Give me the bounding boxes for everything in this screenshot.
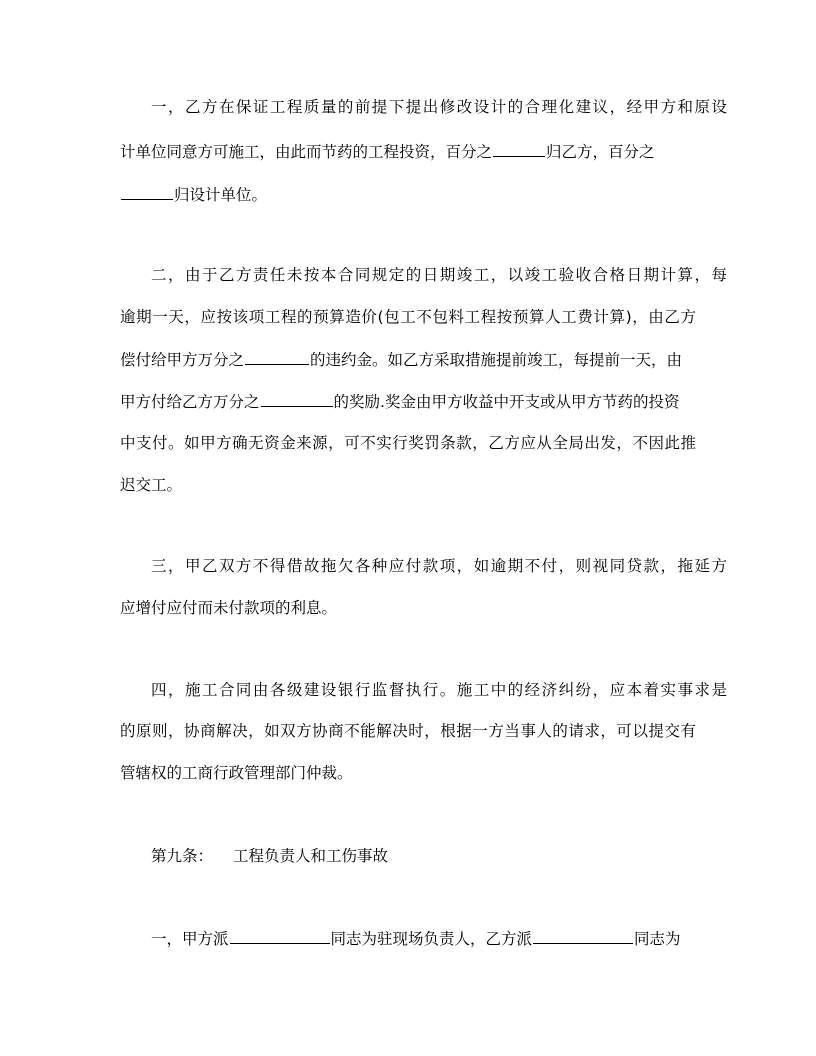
article-9-title: 工程负责人和工伤事故 (233, 847, 389, 865)
article-9-label: 第九条： (151, 847, 214, 865)
p5-line-1-text-a: 一，甲方派 (151, 930, 229, 948)
blank-field[interactable] (230, 928, 330, 944)
p5-line-1-text-c: 同志为 (634, 930, 681, 948)
p4-line-3 (120, 763, 696, 783)
p1-line-2-text-b: 归乙方，百分之 (546, 143, 655, 161)
blank-field[interactable] (261, 391, 333, 407)
p3-line-1 (120, 556, 727, 576)
p1-line-3-text: 归设计单位。 (174, 186, 268, 204)
p1-line-2 (120, 141, 696, 162)
p1-line-1 (120, 97, 727, 117)
p2-line-4-text-b: 的奖励.奖金由甲方收益中开支或从甲方节药的投资 (333, 393, 680, 411)
p2-line-5-text: 中支付。如甲方确无资金来源，可不实行奖罚条款，乙方应从全局出发，不因此推 (120, 434, 696, 452)
p2-line-6-text: 迟交工。 (120, 476, 183, 494)
p4-line-2 (120, 721, 696, 741)
p4-line-1 (120, 680, 727, 700)
blank-field[interactable] (121, 184, 173, 200)
p5-line-1-text-b: 同志为驻现场负责人，乙方派 (330, 930, 533, 948)
blank-field[interactable] (533, 928, 633, 944)
p3-line-2-text: 应增付应付而未付款项的利息。 (120, 599, 338, 617)
p2-line-2 (120, 307, 696, 327)
p2-line-5 (120, 433, 696, 453)
article-9-heading (120, 846, 727, 866)
p2-line-2-text: 逾期一天，应按该项工程的预算造价(包工不包料工程按预算人工费计算)，由乙方 (120, 308, 696, 326)
p2-line-3 (120, 349, 696, 370)
p2-line-6 (120, 475, 696, 495)
p2-line-1 (120, 265, 727, 285)
p1-line-3 (120, 184, 696, 205)
p3-line-2 (120, 598, 696, 618)
p1-line-1-text: 一，乙方在保证工程质量的前提下提出修改设计的合理化建议，经甲方和原设 (151, 98, 727, 116)
p4-line-3-text: 管辖权的工商行政管理部门仲裁。 (120, 764, 353, 782)
p2-line-3-text-a: 偿付给甲方万分之 (120, 351, 245, 369)
p2-line-3-text-b: 的违约金。如乙方采取措施提前竣工，每提前一天，由 (310, 351, 683, 369)
p3-line-1-text: 三，甲乙双方不得借故拖欠各种应付款项，如逾期不付，则视同贷款，拖延方 (151, 557, 727, 575)
p1-line-2-text-a: 计单位同意方可施工，由此而节药的工程投资，百分之 (120, 143, 493, 161)
blank-field[interactable] (493, 141, 545, 157)
p4-line-1-text: 四，施工合同由各级建设银行监督执行。施工中的经济纠纷，应本着实事求是 (151, 681, 727, 699)
p5-line-1 (120, 928, 727, 949)
p2-line-4-text-a: 甲方付给乙方万分之 (120, 393, 260, 411)
p2-line-4 (120, 391, 696, 412)
p2-line-1-text: 二，由于乙方责任未按本合同规定的日期竣工，以竣工验收合格日期计算，每 (151, 266, 727, 284)
blank-field[interactable] (245, 349, 309, 365)
p4-line-2-text: 的原则，协商解决，如双方协商不能解决时，根据一方当事人的请求，可以提交有 (120, 722, 696, 740)
